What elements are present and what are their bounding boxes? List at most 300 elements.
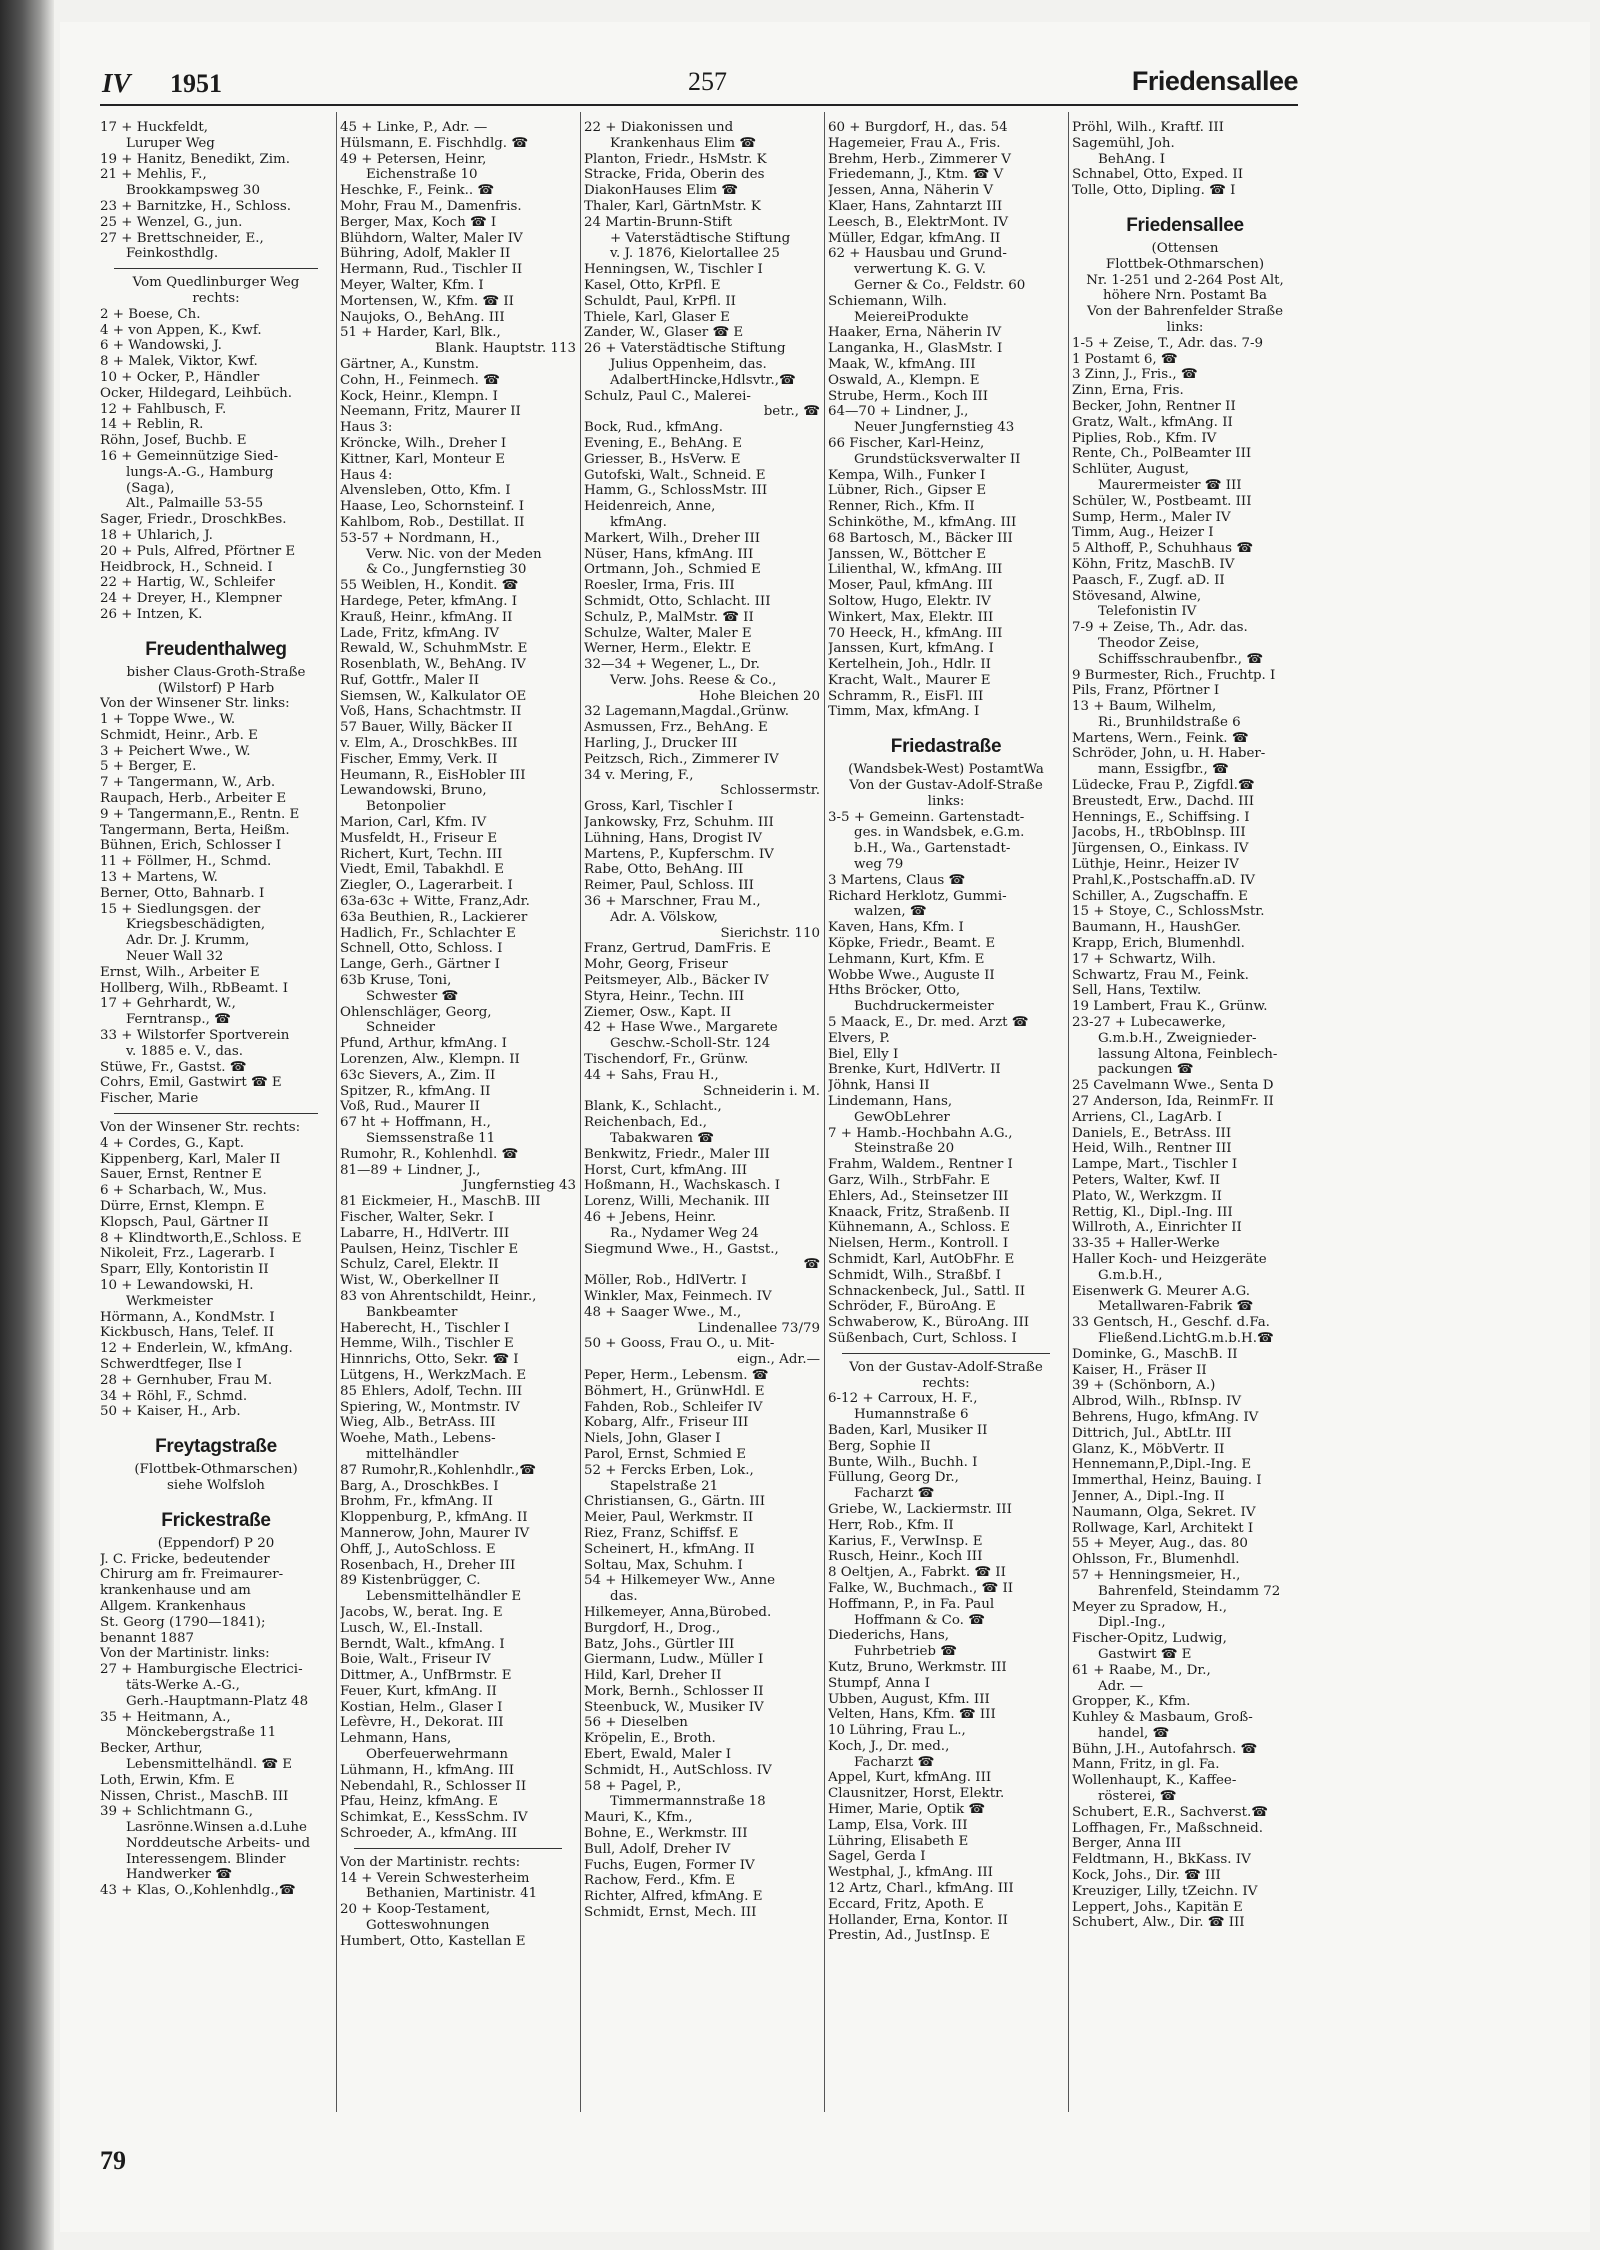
section-divider <box>354 1848 562 1849</box>
directory-entry: (Saga), <box>126 480 175 496</box>
directory-entry: Schneiderin i. M. <box>703 1083 820 1099</box>
directory-entry: Ocker, Hildegard, Leihbüch. <box>100 385 293 401</box>
directory-entry: Allgem. Krankenhaus <box>100 1598 246 1614</box>
directory-entry: Heid, Wilh., Rentner III <box>1072 1141 1232 1157</box>
directory-entry: Arriens, Cl., LagArb. I <box>1072 1109 1222 1125</box>
directory-entry: Peitzsch, Rich., Zimmerer IV <box>584 751 779 767</box>
directory-entry: Jenner, A., Dipl.-Ing. II <box>1072 1488 1225 1504</box>
directory-entry: Prahl,K.,Postschaffn.aD. IV <box>1072 872 1255 888</box>
directory-entry: Lühning, Hans, Drogist IV <box>584 830 762 846</box>
directory-entry: 20 + Koop-Testament, <box>340 1902 491 1918</box>
directory-entry: Cohrs, Emil, Gastwirt ☎ E <box>100 1075 282 1091</box>
directory-entry: Humbert, Otto, Kastellan E <box>340 1933 526 1949</box>
directory-entry: Schramm, R., EisFl. III <box>828 688 984 704</box>
directory-entry: Adr. A. Völskow, <box>610 909 718 925</box>
directory-entry: Kuhley & Masbaum, Groß- <box>1072 1710 1253 1726</box>
directory-entry: Kutz, Bruno, Werkmstr. III <box>828 1659 1007 1675</box>
column-4 <box>828 120 1064 2200</box>
directory-entry: 22 + Diakonissen und <box>584 120 734 135</box>
directory-entry: Ferntransp., ☎ <box>126 1012 231 1028</box>
directory-entry: Hollberg, Wilh., RbBeamt. I <box>100 980 289 996</box>
directory-entry: Flottbek-Othmarschen) <box>1105 256 1265 272</box>
directory-entry: Moser, Paul, kfmAng. III <box>828 578 993 594</box>
directory-entry: Christiansen, G., Gärtn. III <box>584 1494 766 1510</box>
directory-entry: 24 Martin-Brunn-Stift <box>584 214 733 230</box>
directory-entry: Ubben, August, Kfm. III <box>828 1691 990 1707</box>
directory-entry: Nüser, Hans, kfmAng. III <box>584 546 754 562</box>
directory-entry: v. J. 1876, Kielortallee 25 <box>610 246 780 262</box>
directory-entry: (Flottbek-Othmarschen) <box>134 1462 298 1478</box>
directory-entry: Becker, John, Rentner II <box>1072 398 1236 414</box>
directory-entry: Eccard, Fritz, Apoth. E <box>828 1896 984 1912</box>
directory-entry: Eichenstraße 10 <box>366 167 478 183</box>
directory-entry: Nikoleit, Frz., Lagerarb. I <box>100 1246 275 1262</box>
spacer <box>100 623 332 633</box>
directory-entry: Rollwage, Karl, Architekt I <box>1072 1520 1254 1536</box>
directory-entry: Rachow, Ferd., Kfm. E <box>584 1873 736 1889</box>
directory-entry: 28 + Gernhuber, Frau M. <box>100 1372 273 1388</box>
directory-entry: Westphal, J., kfmAng. III <box>828 1865 993 1881</box>
directory-entry: Bohne, E., Werkmstr. III <box>584 1826 748 1842</box>
directory-entry: Mohr, Georg, Friseur <box>584 957 728 973</box>
directory-entry: Friedemann, J., Ktm. ☎ V <box>828 167 1004 183</box>
directory-entry: Rusch, Heinr., Koch III <box>828 1549 983 1565</box>
directory-entry: Heidenreich, Anne, <box>584 499 716 515</box>
directory-entry: Gotteswohnungen <box>366 1918 490 1934</box>
directory-entry: Lorenz, Willi, Mechanik. III <box>584 1194 770 1210</box>
directory-entry: 3 + Peichert Wwe., W. <box>100 743 251 759</box>
directory-entry: 57 + Henningsmeier, H., <box>1072 1567 1241 1583</box>
directory-entry: 1 Postamt 6, ☎ <box>1072 351 1178 367</box>
directory-entry: walzen, ☎ <box>854 904 927 920</box>
directory-entry: Scheinert, H., kfmAng. II <box>584 1541 755 1557</box>
directory-entry: Ruf, Gottfr., Maler II <box>340 672 480 688</box>
directory-entry: 67 ht + Hoffmann, H., <box>340 1115 491 1131</box>
directory-entry: Geschw.-Scholl-Str. 124 <box>610 1036 771 1052</box>
directory-entry: Clausnitzer, Horst, Elektr. <box>828 1786 1005 1802</box>
spacer <box>828 720 1064 730</box>
column-5 <box>1072 120 1298 2200</box>
directory-entry: Schwerdtfeger, Ilse I <box>100 1356 242 1372</box>
directory-entry: rechts: <box>922 1375 970 1391</box>
directory-entry: St. Georg (1790—1841); <box>100 1614 266 1630</box>
directory-entry: 32 Lagemann,Magdal.,Grünw. <box>584 704 789 720</box>
directory-entry: 46 + Jebens, Heinr. <box>584 1209 717 1225</box>
directory-entry: Soltau, Max, Schuhm. I <box>584 1557 743 1573</box>
page-header <box>100 64 1298 106</box>
directory-entry: Sell, Hans, Textilw. <box>1072 983 1202 999</box>
directory-entry: Schinköthe, M., kfmAng. III <box>828 514 1017 530</box>
directory-entry: Krauß, Heinr., kfmAng. II <box>340 609 513 625</box>
directory-entry: Karius, F., VerwInsp. E <box>828 1533 983 1549</box>
directory-entry: Sagel, Gerda I <box>828 1849 926 1865</box>
directory-entry: 34 v. Mering, F., <box>584 767 694 783</box>
directory-entry: rechts: <box>192 290 240 306</box>
directory-entry: Tischendorf, Fr., Grünw. <box>584 1052 749 1068</box>
directory-entry: Prestin, Ad., JustInsp. E <box>828 1928 990 1944</box>
directory-entry: 16 + Gemeinnützige Sied- <box>100 448 279 464</box>
directory-entry: Tangermann, Berta, Heißm. <box>100 822 290 838</box>
directory-entry: Feldtmann, H., BkKass. IV <box>1072 1852 1251 1868</box>
directory-entry: Von der Winsener Str. links: <box>100 696 290 712</box>
directory-entry: GewObLehrer <box>854 1109 950 1125</box>
directory-entry: 57 Bauer, Willy, Bäcker II <box>340 720 513 736</box>
directory-entry: Steinstraße 20 <box>854 1141 955 1157</box>
directory-entry: 19 Lambert, Frau K., Grünw. <box>1072 999 1268 1015</box>
directory-entry: Burgdorf, H., Drog., <box>584 1620 721 1636</box>
directory-entry: Telefonistin IV <box>1098 604 1197 620</box>
directory-entry: Naujoks, O., BehAng. III <box>340 309 505 325</box>
directory-entry: Grundstücksverwalter II <box>854 451 1021 467</box>
directory-entry: Pröhl, Wilh., Kraftf. III <box>1072 120 1224 135</box>
directory-entry: Bock, Rud., kfmAng. <box>584 420 723 436</box>
directory-entry: Kreuziger, Lilly, tZeichn. IV <box>1072 1883 1258 1899</box>
directory-entry: Griebe, W., Lackiermstr. III <box>828 1501 1012 1517</box>
street-heading: Frickestraße <box>161 1509 271 1531</box>
directory-entry: Ri., Brunhildstraße 6 <box>1098 714 1241 730</box>
directory-entry: Kröpelin, E., Broth. <box>584 1731 716 1747</box>
directory-entry: Klopsch, Paul, Gärtner II <box>100 1214 269 1230</box>
directory-entry: Von der Martinistr. links: <box>100 1646 270 1662</box>
directory-entry: Krapp, Erich, Blumenhdl. <box>1072 936 1245 952</box>
directory-entry: Henningsen, W., Tischler I <box>584 262 763 278</box>
street-heading: Friedastraße <box>890 736 1002 758</box>
directory-entry: 33 + Wilstorfer Sportverein <box>100 1028 290 1044</box>
directory-entry: Bankbeamter <box>366 1304 458 1320</box>
footer-page-number: 79 <box>100 2146 126 2175</box>
directory-entry: Von der Bahrenfelder Straße <box>1086 304 1284 320</box>
directory-entry: Lamp, Elsa, Vork. III <box>828 1817 968 1833</box>
directory-entry: verwertung K. G. V. <box>854 262 986 278</box>
directory-entry: Chirurg am fr. Freimaurer- <box>100 1567 284 1583</box>
directory-entry: mann, Essigfbr., ☎ <box>1098 762 1229 778</box>
directory-entry: 51 + Harder, Karl, Blk., <box>340 325 501 341</box>
directory-entry: Franz, Gertrud, DamFris. E <box>584 941 771 957</box>
directory-entry: Diederichs, Hans, <box>828 1628 950 1644</box>
directory-entry: Schnackenbeck, Jul., Sattl. II <box>828 1283 1026 1299</box>
directory-entry: J. C. Fricke, bedeutender <box>100 1551 270 1567</box>
directory-entry: Schnabel, Otto, Exped. II <box>1072 167 1243 183</box>
directory-entry: Fischer, Marie <box>100 1091 199 1107</box>
directory-entry: Sump, Herm., Maler IV <box>1072 509 1231 525</box>
directory-entry: höhere Nrn. Postamt Ba <box>1103 288 1267 304</box>
directory-entry: Schimkat, E., KessSchm. IV <box>340 1810 528 1826</box>
directory-entry: Mönckebergstraße 11 <box>126 1725 277 1741</box>
directory-entry: Sager, Friedr., DroschkBes. <box>100 512 287 528</box>
directory-entry: Gutofski, Walt., Schneid. E <box>584 467 766 483</box>
directory-entry: Ra., Nydamer Weg 24 <box>610 1225 759 1241</box>
directory-entry: Biel, Elly I <box>828 1046 899 1062</box>
directory-entry: Bühring, Adolf, Makler II <box>340 246 511 262</box>
directory-entry: 5 + Berger, E. <box>100 759 197 775</box>
directory-entry: Winkert, Max, Elektr. III <box>828 609 994 625</box>
section-divider <box>842 1353 1050 1354</box>
directory-entry: Hinnrichs, Otto, Sekr. ☎ I <box>340 1352 519 1368</box>
directory-entry: Lasrönne.Winsen a.d.Luhe <box>126 1820 307 1836</box>
directory-entry: Verw. Johs. Reese & Co., <box>610 672 777 688</box>
directory-entry: Mork, Bernh., Schlosser II <box>584 1683 764 1699</box>
directory-entry: Neuer Wall 32 <box>126 949 224 965</box>
directory-entry: v. 1885 e. V., das. <box>126 1043 244 1059</box>
directory-entry: Oberfeuerwehrmann <box>366 1747 509 1763</box>
directory-entry: 25 Cavelmann Wwe., Senta D <box>1072 1078 1274 1094</box>
column-rule <box>336 112 337 2112</box>
directory-entry: 15 + Stoye, C., SchlossMstr. <box>1072 904 1265 920</box>
directory-entry: Mortensen, W., Kfm. ☎ II <box>340 293 514 309</box>
directory-entry: Wobbe Wwe., Auguste II <box>828 967 995 983</box>
directory-entry: Rosenblath, W., BehAng. IV <box>340 657 526 673</box>
directory-entry: 34 + Röhl, F., Schmd. <box>100 1388 248 1404</box>
page-number: 257 <box>688 67 727 96</box>
directory-entry: Thaler, Karl, GärtnMstr. K <box>584 198 761 214</box>
directory-entry: Kippenberg, Karl, Maler II <box>100 1151 281 1167</box>
directory-entry: 8 + Klindtworth,E.,Schloss. E <box>100 1230 302 1246</box>
directory-entry: 6-12 + Carroux, H. F., <box>828 1391 978 1407</box>
directory-entry: Gratz, Walt., kfmAng. II <box>1072 414 1233 430</box>
directory-entry: Schröder, John, u. H. Haber- <box>1072 746 1266 762</box>
directory-entry: Theodor Zeise, <box>1098 635 1200 651</box>
directory-entry: Berner, Otto, Bahnarb. I <box>100 885 265 901</box>
directory-entry: Hamm, G., SchlossMstr. III <box>584 483 768 499</box>
directory-entry: Kasel, Otto, KrPfl. E <box>584 277 721 293</box>
directory-entry: 55 Weiblen, H., Kondit. ☎ <box>340 578 519 594</box>
directory-entry: Pils, Franz, Pförtner I <box>1072 683 1220 699</box>
directory-entry: krankenhause und am <box>100 1583 251 1599</box>
directory-entry: Lange, Gerh., Gärtner I <box>340 957 500 973</box>
directory-entry: Baumann, H., HaushGer. <box>1072 920 1241 936</box>
directory-entry: Lewandowski, Bruno, <box>340 783 487 799</box>
directory-entry: Timm, Max, kfmAng. I <box>828 704 980 720</box>
directory-entry: 14 + Verein Schwesterheim <box>340 1870 530 1886</box>
directory-entry: Lehmann, Kurt, Kfm. E <box>828 951 985 967</box>
directory-entry: Reichenbach, Ed., <box>584 1115 708 1131</box>
directory-entry: Hohe Bleichen 20 <box>699 688 820 704</box>
directory-entry: Immerthal, Heinz, Bauing. I <box>1072 1473 1262 1489</box>
directory-entry: Bühnen, Erich, Schlosser I <box>100 838 282 854</box>
directory-entry: Ziegler, O., Lagerarbeit. I <box>340 878 513 894</box>
directory-entry: Hörmann, A., KondMstr. I <box>100 1309 275 1325</box>
directory-entry: Alt., Palmaille 53-55 <box>126 496 264 512</box>
directory-entry: Niels, John, Glaser I <box>584 1431 721 1447</box>
directory-entry: Schubert, E.R., Sachverst.☎ <box>1072 1804 1268 1820</box>
directory-entry: 32—34 + Wegener, L., Dr. <box>584 657 760 673</box>
directory-entry: Schwartz, Frau M., Feink. <box>1072 967 1249 983</box>
directory-entry: Kostian, Helm., Glaser I <box>340 1699 503 1715</box>
directory-entry: Paasch, F., Zugf. aD. II <box>1072 572 1225 588</box>
directory-entry: (Eppendorf) P 20 <box>157 1535 275 1551</box>
directory-entry: Kahlbom, Rob., Destillat. II <box>340 514 525 530</box>
directory-entry: Plato, W., Werkzgm. II <box>1072 1188 1222 1204</box>
directory-entry: Voß, Hans, Schachtmstr. II <box>340 704 522 720</box>
directory-entry: 54 + Hilkemeyer Ww., Anne <box>584 1573 776 1589</box>
directory-entry: Behrens, Hugo, kfmAng. IV <box>1072 1409 1259 1425</box>
directory-entry: Fließend.LichtG.m.b.H.☎ <box>1098 1330 1274 1346</box>
section-divider <box>114 268 318 269</box>
directory-entry: Stüwe, Fr., Gastst. ☎ <box>100 1059 247 1075</box>
directory-entry: 63b Kruse, Toni, <box>340 973 452 989</box>
directory-entry: Strube, Herm., Koch III <box>828 388 989 404</box>
directory-entry: Jacobs, W., berat. Ing. E <box>340 1604 503 1620</box>
directory-entry: Mohr, Frau M., Damenfris. <box>340 198 522 214</box>
directory-entry: Dittmer, A., UnfBrmstr. E <box>340 1668 512 1684</box>
directory-entry: 52 + Fercks Erben, Lok., <box>584 1462 754 1478</box>
directory-entry: Haberecht, H., Tischler I <box>340 1320 510 1336</box>
directory-entry: Hoffmann, P., in Fa. Paul <box>828 1596 995 1612</box>
directory-entry: Röhn, Josef, Buchb. E <box>100 433 247 449</box>
directory-entry: 7 + Hamb.-Hochbahn A.G., <box>828 1125 1013 1141</box>
directory-entry: Fischer-Opitz, Ludwig, <box>1072 1631 1227 1647</box>
directory-entry: Von der Gustav-Adolf-Straße <box>849 1359 1043 1375</box>
directory-entry: Schmidt, Ernst, Mech. III <box>584 1905 757 1921</box>
directory-entry: Velten, Hans, Kfm. ☎ III <box>828 1707 996 1723</box>
directory-entry: Julius Oppenheim, das. <box>610 356 767 372</box>
directory-entry: Dürre, Ernst, Klempn. E <box>100 1199 265 1214</box>
directory-entry: Schulz, P., MalMstr. ☎ II <box>584 609 754 625</box>
directory-entry: Rosenbach, H., Dreher III <box>340 1557 516 1573</box>
directory-entry: lassung Altona, Feinblech- <box>1098 1046 1278 1062</box>
directory-entry: Schneider <box>366 1020 436 1036</box>
directory-entry: handel, ☎ <box>1098 1725 1170 1741</box>
directory-entry: 64—70 + Lindner, J., <box>828 404 969 420</box>
directory-entry: Süßenbach, Curt, Schloss. I <box>828 1330 1017 1346</box>
directory-entry: Norddeutsche Arbeits- und <box>126 1835 311 1851</box>
directory-entry: Lade, Fritz, kfmAng. IV <box>340 625 499 641</box>
directory-entry: Nr. 1-251 und 2-264 Post Alt, <box>1086 272 1284 288</box>
directory-entry: Lübner, Rich., Gipser E <box>828 483 987 499</box>
directory-entry: Kaiser, H., Fräser II <box>1072 1362 1207 1378</box>
directory-entry: 3 Martens, Claus ☎ <box>828 872 966 888</box>
directory-entry: 68 Bartosch, M., Bäcker III <box>828 530 1013 546</box>
directory-entry: 10 + Lewandowski, H. <box>100 1277 254 1293</box>
directory-entry: Styra, Heinr., Techn. III <box>584 988 745 1004</box>
directory-entry: Heumann, R., EisHobler III <box>340 767 526 783</box>
directory-entry: Spiering, W., Montmstr. IV <box>340 1399 520 1415</box>
directory-entry: Jacobs, H., tRbOblnsp. III <box>1072 825 1246 841</box>
directory-entry: 49 + Petersen, Heinr, <box>340 151 487 167</box>
directory-entry: Handwerker ☎ <box>126 1867 233 1883</box>
directory-entry: Berger, Anna III <box>1072 1836 1182 1852</box>
directory-entry: Breustedt, Erw., Dachd. III <box>1072 793 1255 809</box>
directory-entry: 4 + Cordes, G., Kapt. <box>100 1135 245 1151</box>
directory-entry: Willroth, A., Einrichter II <box>1072 1220 1242 1236</box>
directory-entry: Kittner, Karl, Monteur E <box>340 451 505 467</box>
street-heading: Freudenthalweg <box>145 638 287 660</box>
directory-entry: 20 + Puls, Alfred, Pförtner E <box>100 543 296 559</box>
directory-entry: 26 + Vaterstädtische Stiftung <box>584 341 786 357</box>
directory-entry: Facharzt ☎ <box>854 1754 935 1770</box>
directory-entry: Bull, Adolf, Dreher IV <box>584 1841 731 1857</box>
directory-entry: Stumpf, Anna I <box>828 1675 930 1691</box>
directory-entry: Naumann, Olga, Sekret. IV <box>1072 1504 1256 1520</box>
column-rule <box>580 112 581 2112</box>
directory-entry: Hollander, Erna, Kontor. II <box>828 1912 1008 1928</box>
directory-entry: 3 Zinn, J., Fris., ☎ <box>1072 367 1198 383</box>
directory-entry: Planton, Friedr., HsMstr. K <box>584 151 767 167</box>
directory-entry: 63a-63c + Witte, Franz,Adr. <box>340 894 530 910</box>
directory-entry: 60 + Burgdorf, H., das. 54 <box>828 120 1008 135</box>
directory-entry: Fischer, Walter, Sekr. I <box>340 1209 494 1225</box>
directory-entry: Schlossermstr. <box>720 783 820 799</box>
directory-entry: 13 + Baum, Wilhelm, <box>1072 699 1217 715</box>
directory-entry: eign., Adr.— <box>737 1352 820 1368</box>
directory-entry: 4 + von Appen, K., Kwf. <box>100 322 262 338</box>
directory-entry: Oswald, A., Klempn. E <box>828 372 980 388</box>
directory-entry: Kühnemann, A., Schloss. E <box>828 1220 1011 1236</box>
directory-entry: Kock, Heinr., Klempn. I <box>340 388 498 404</box>
directory-entry: Schmidt, Heinr., Arb. E <box>100 727 258 743</box>
directory-entry: 81 Eickmeier, H., MaschB. III <box>340 1194 541 1210</box>
directory-entry: Gärtner, A., Kunstm. <box>340 356 480 372</box>
directory-entry: packungen ☎ <box>1098 1062 1194 1078</box>
directory-entry: Cohn, H., Feinmech. ☎ <box>340 372 500 388</box>
directory-entry: lungs-A.-G., Hamburg <box>126 464 274 480</box>
directory-entry: AdalbertHincke,Hdlsvtr.,☎ <box>610 372 796 388</box>
scan-edge-shadow <box>0 0 54 2250</box>
directory-entry: Werner, Herm., Elektr. E <box>584 641 752 657</box>
directory-entry: Richard Herklotz, Gummi- <box>828 888 1007 904</box>
directory-entry: Schröder, F., BüroAng. E <box>828 1299 996 1315</box>
directory-entry: Janssen, Kurt, kfmAng. I <box>828 641 994 657</box>
directory-entry: 12 Artz, Charl., kfmAng. III <box>828 1881 1014 1897</box>
directory-entry: Reimer, Paul, Schloss. III <box>584 878 754 894</box>
directory-entry: 56 + Dieselben <box>584 1715 688 1731</box>
directory-entry: Benkwitz, Friedr., Maler III <box>584 1146 770 1162</box>
directory-entry: Siemssenstraße 11 <box>366 1131 496 1146</box>
directory-entry: Von der Gustav-Adolf-Straße <box>849 778 1043 794</box>
directory-entry: Kriegsbeschädigten, <box>126 917 266 933</box>
directory-entry: Blank, K., Schlacht., <box>584 1099 722 1115</box>
section-divider <box>114 1113 318 1114</box>
directory-entry: MeiereiProdukte <box>854 309 969 325</box>
directory-entry: Schmidt, Otto, Schlacht. III <box>584 593 771 609</box>
directory-entry: 5 Maack, E., Dr. med. Arzt ☎ <box>828 1015 1029 1031</box>
directory-entry: G.m.b.H., <box>1098 1267 1163 1283</box>
directory-entry: Lühring, Elisabeth E <box>828 1833 969 1849</box>
directory-entry: 53-57 + Nordmann, H., <box>340 530 500 546</box>
directory-entry: Ziemer, Osw., Kapt. II <box>584 1004 732 1020</box>
directory-entry: 33-35 + Haller-Werke <box>1072 1236 1220 1252</box>
directory-entry: Meier, Paul, Werkmstr. II <box>584 1510 754 1526</box>
column-1 <box>100 120 332 2200</box>
column-2 <box>340 120 576 2200</box>
directory-entry: 48 + Saager Wwe., M., <box>584 1304 742 1320</box>
directory-entry: 26 + Intzen, K. <box>100 606 203 622</box>
directory-entry: kfmAng. <box>610 514 667 530</box>
directory-entry: Mauri, K., Kfm., <box>584 1810 693 1826</box>
directory-entry: Interessengem. Blinder <box>126 1851 286 1867</box>
directory-entry: Schlüter, August, <box>1072 462 1189 478</box>
column-rule <box>1068 112 1069 2112</box>
directory-entry: Langanka, H., GlasMstr. I <box>828 341 1003 357</box>
directory-entry: Schnell, Otto, Schloss. I <box>340 941 503 957</box>
directory-entry: 45 + Linke, P., Adr. — <box>340 120 488 135</box>
directory-entry: 1-5 + Zeise, T., Adr. das. 7-9 <box>1072 335 1264 351</box>
directory-entry: Bahrenfeld, Steindamm 72 <box>1098 1583 1281 1599</box>
directory-entry: Hermann, Rud., Tischler II <box>340 262 523 278</box>
spacer <box>1072 199 1298 209</box>
directory-entry: Schmidt, H., AutSchloss. IV <box>584 1762 772 1778</box>
directory-entry: Buchdruckermeister <box>854 999 994 1015</box>
column-rule <box>824 112 825 2112</box>
directory-entry: 19 + Hanitz, Benedikt, Zim. <box>100 151 291 167</box>
directory-entry: 61 + Raabe, M., Dr., <box>1072 1662 1211 1678</box>
directory-entry: siehe Wolfsloh <box>167 1477 265 1493</box>
directory-entry: Schulze, Walter, Maler E <box>584 625 752 641</box>
directory-entry: Garz, Wilh., StrbFahr. E <box>828 1173 990 1188</box>
spacer <box>100 1494 332 1504</box>
directory-entry: Füllung, Georg Dr., <box>828 1470 959 1486</box>
directory-entry: 22 + Hartig, W., Schleifer <box>100 575 275 591</box>
